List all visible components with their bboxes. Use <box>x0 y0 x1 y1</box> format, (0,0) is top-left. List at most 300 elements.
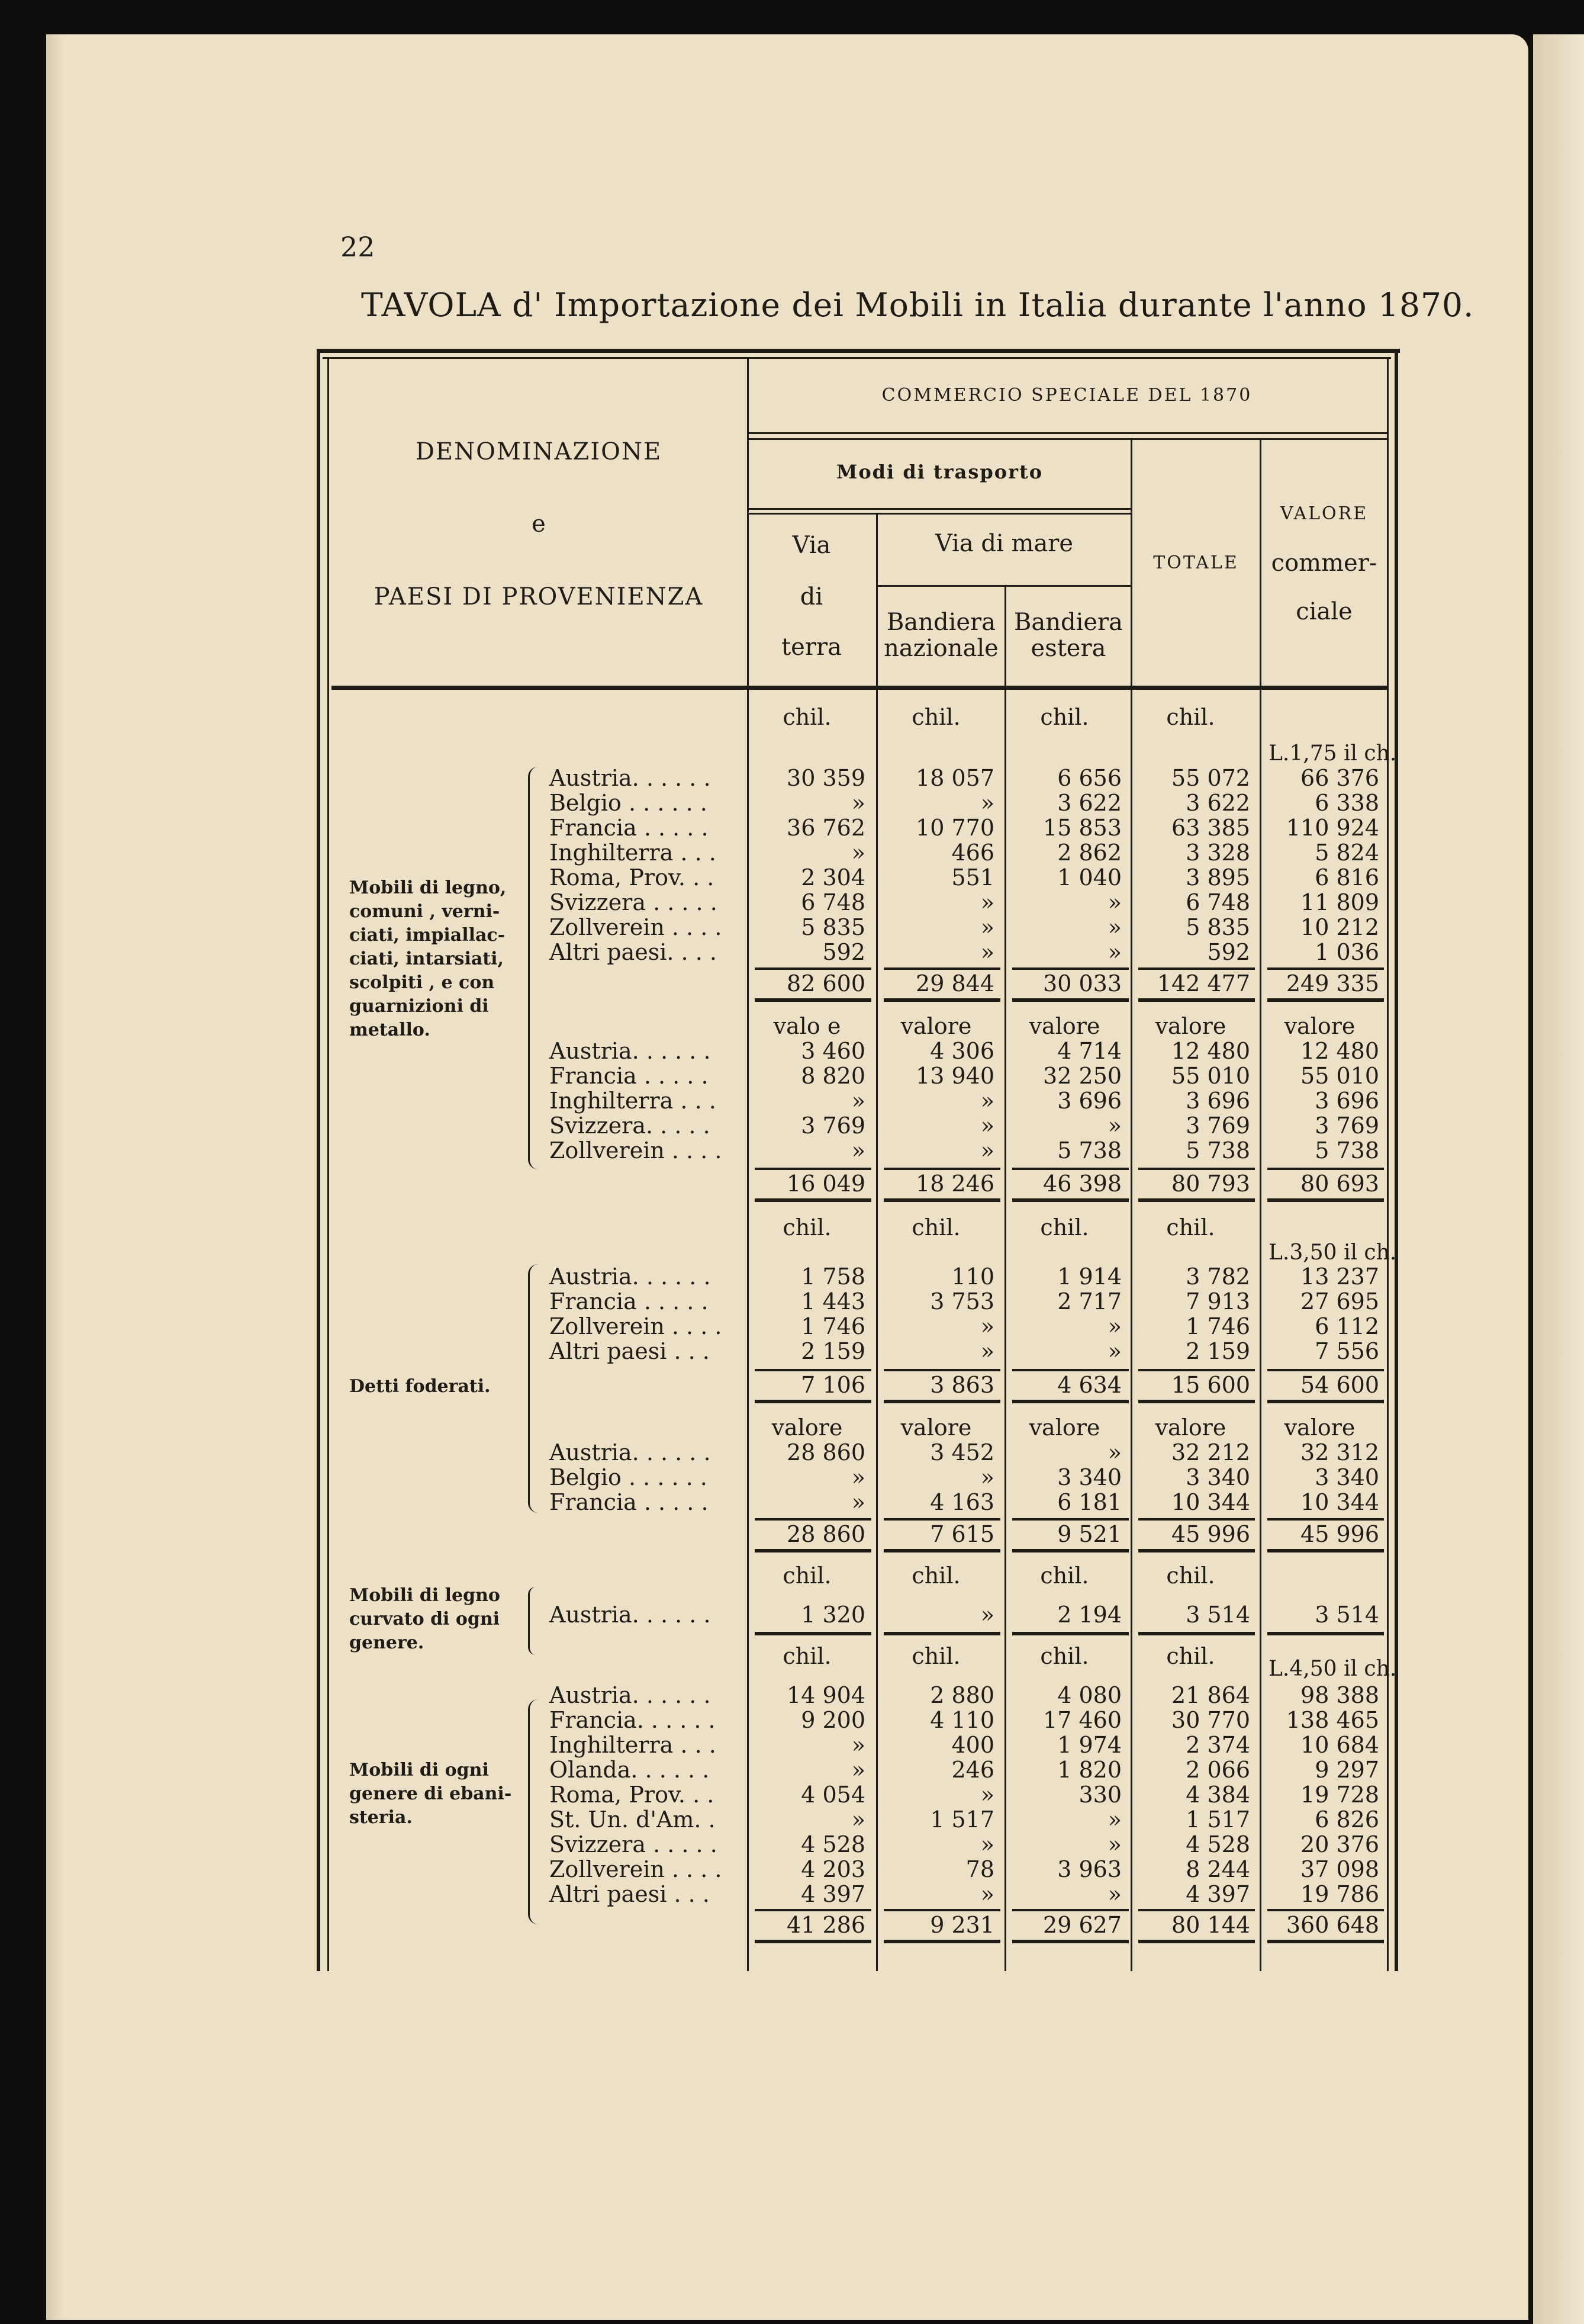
table-cell: » <box>980 1137 994 1163</box>
table-cell: » <box>980 1113 994 1139</box>
page-title: TAVOLA d' Importazione dei Mobili in Italia durante l'anno 1870. <box>361 286 1474 324</box>
rate-label: L.3,50 il ch. <box>1269 1240 1397 1265</box>
total-underline <box>1012 1198 1129 1202</box>
total-underline <box>1138 998 1255 1002</box>
brace-curvato <box>528 1587 536 1655</box>
brace-ebanisteria <box>528 1699 538 1924</box>
table-cell: 2 304 <box>801 864 865 891</box>
country-name: Inghilterra . . . <box>549 840 716 866</box>
header-nazionale: nazionale <box>884 635 999 662</box>
table-cell: 15 853 <box>1043 815 1122 841</box>
unit-label: chil. <box>912 704 961 730</box>
table-cell: 5 835 <box>801 914 865 940</box>
total-cell: 9 521 <box>1057 1521 1122 1547</box>
total-cell: 82 600 <box>787 970 865 997</box>
category-line: ciati, intarsiati, <box>349 949 504 969</box>
table-cell: 10 344 <box>1300 1489 1379 1515</box>
total-underline <box>1138 1940 1255 1943</box>
table-cell: 1 040 <box>1057 864 1122 891</box>
country-name: Austria. . . . . . <box>549 1264 711 1290</box>
country-name: Zollverein . . . . <box>549 914 722 940</box>
unit-label: valore <box>1155 1013 1226 1039</box>
table-cell: 36 762 <box>787 815 865 841</box>
total-cell: 41 286 <box>787 1912 865 1938</box>
total-rule <box>884 967 1000 970</box>
table-cell: » <box>980 1088 994 1114</box>
total-rule <box>1012 1168 1129 1170</box>
table-cell: 30 359 <box>787 765 865 791</box>
unit-label: valore <box>1284 1415 1356 1441</box>
total-rule <box>1267 967 1384 970</box>
rule-modi <box>747 508 1131 510</box>
table-cell: 3 514 <box>1186 1602 1250 1628</box>
total-underline <box>1012 1400 1129 1403</box>
book-edge <box>1533 34 1584 2324</box>
total-cell: 29 627 <box>1043 1912 1122 1938</box>
unit-label: valore <box>1029 1415 1100 1441</box>
header-bandiera-2: Bandiera <box>1013 609 1123 636</box>
country-name: Altri paesi. . . . <box>549 939 717 965</box>
table-cell: 27 695 <box>1300 1288 1379 1314</box>
table-cell: 5 824 <box>1315 840 1379 866</box>
table-cell: 3 769 <box>1315 1113 1379 1139</box>
table-top-border <box>317 349 1400 353</box>
table-cell: 32 250 <box>1043 1063 1122 1089</box>
unit-label: chil. <box>912 1214 961 1240</box>
table-cell: » <box>851 1757 865 1783</box>
table-cell: » <box>851 1807 865 1833</box>
table-cell: 55 010 <box>1300 1063 1379 1089</box>
table-cell: 3 696 <box>1186 1088 1250 1114</box>
total-cell: 142 477 <box>1157 970 1250 997</box>
table-cell: 7 556 <box>1315 1338 1379 1364</box>
table-cell: 20 376 <box>1300 1831 1379 1857</box>
country-name: Zollverein . . . . <box>549 1137 722 1163</box>
total-underline <box>884 1400 1000 1403</box>
table-cell: 2 159 <box>801 1338 865 1364</box>
table-cell: » <box>980 1782 994 1808</box>
table-cell: » <box>1107 1313 1122 1339</box>
unit-label: chil. <box>1166 1643 1215 1669</box>
page-shadow <box>46 34 64 2320</box>
total-cell: 45 996 <box>1300 1521 1379 1547</box>
country-name: Svizzera . . . . . <box>549 1831 717 1857</box>
table-cell: 3 622 <box>1057 790 1122 816</box>
table-cell: 6 816 <box>1315 864 1379 891</box>
total-underline <box>755 1940 871 1943</box>
table-cell: 1 517 <box>1186 1807 1250 1833</box>
table-cell: » <box>980 1881 994 1907</box>
country-name: Svizzera. . . . . <box>549 1113 710 1139</box>
header-ciale: ciale <box>1296 598 1353 625</box>
table-cell: 7 913 <box>1186 1288 1250 1314</box>
page-number: 22 <box>340 231 375 263</box>
category-line: genere di ebani- <box>349 1783 512 1804</box>
table-cell: 8 820 <box>801 1063 865 1089</box>
table-cell: » <box>980 1602 994 1628</box>
table-cell: 14 904 <box>787 1682 865 1708</box>
table-cell: 3 514 <box>1315 1602 1379 1628</box>
table-cell: » <box>980 1831 994 1857</box>
country-name: Austria. . . . . . <box>549 765 711 791</box>
rate-label: L.4,50 il ch. <box>1269 1657 1397 1681</box>
total-underline <box>755 1198 871 1202</box>
unit-label: chil. <box>912 1643 961 1669</box>
table-cell: 3 753 <box>930 1288 994 1314</box>
country-name: St. Un. d'Am. . <box>549 1807 716 1833</box>
table-cell: 3 769 <box>801 1113 865 1139</box>
total-cell: 15 600 <box>1171 1372 1250 1398</box>
category-line: curvato di ogni <box>349 1609 500 1629</box>
header-modi: Modi di trasporto <box>836 461 1044 483</box>
table-cell: 4 163 <box>930 1489 994 1515</box>
unit-label: chil. <box>783 1643 832 1669</box>
country-name: Austria. . . . . . <box>549 1038 711 1064</box>
country-name: Altri paesi . . . <box>549 1881 710 1907</box>
unit-label: chil. <box>783 1214 832 1240</box>
table-cell: » <box>980 1338 994 1364</box>
category-line: Mobili di legno, <box>349 877 507 898</box>
country-name: Zollverein . . . . <box>549 1313 722 1339</box>
total-rule <box>1138 967 1255 970</box>
total-rule <box>1012 1518 1129 1521</box>
table-cell: 1 758 <box>801 1264 865 1290</box>
table-cell: 1 914 <box>1057 1264 1122 1290</box>
table-cell: 66 376 <box>1300 765 1379 791</box>
total-cell: 16 049 <box>787 1171 865 1197</box>
rule-commercio <box>747 432 1387 434</box>
table-cell: 4 397 <box>1186 1881 1250 1907</box>
total-rule <box>1267 1369 1384 1371</box>
total-underline <box>1267 998 1384 1002</box>
country-name: Francia . . . . . <box>549 1489 709 1515</box>
total-rule <box>755 1909 871 1911</box>
table-cell: 3 340 <box>1057 1464 1122 1490</box>
total-underline <box>755 1549 871 1552</box>
table-cell: » <box>851 1137 865 1163</box>
table-cell: 4 203 <box>801 1856 865 1882</box>
table-cell: 5 738 <box>1186 1137 1250 1163</box>
total-underline <box>755 1632 871 1635</box>
unit-label: valo e <box>773 1013 841 1039</box>
unit-label: chil. <box>1040 704 1089 730</box>
total-underline <box>1267 1400 1384 1403</box>
unit-label: chil. <box>1040 1214 1089 1240</box>
table-cell: 110 924 <box>1286 815 1379 841</box>
table-cell: 3 622 <box>1186 790 1250 816</box>
country-name: Francia . . . . . <box>549 815 709 841</box>
total-rule <box>884 1518 1000 1521</box>
country-name: Francia. . . . . . <box>549 1707 716 1733</box>
table-cell: 28 860 <box>787 1439 865 1465</box>
table-cell: » <box>1107 1881 1122 1907</box>
table-cell: 592 <box>822 939 865 965</box>
table-cell: » <box>1107 889 1122 915</box>
country-name: Belgio . . . . . . <box>549 1464 707 1490</box>
table-cell: 330 <box>1078 1782 1122 1808</box>
total-cell: 45 996 <box>1171 1521 1250 1547</box>
category-line: genere. <box>349 1632 424 1653</box>
table-cell: 1 036 <box>1315 939 1379 965</box>
total-cell: 7 106 <box>801 1372 865 1398</box>
table-cell: 3 769 <box>1186 1113 1250 1139</box>
total-cell: 4 634 <box>1057 1372 1122 1398</box>
rule-commercio-2 <box>747 438 1387 440</box>
table-cell: 3 696 <box>1057 1088 1122 1114</box>
table-cell: » <box>851 1489 865 1515</box>
table-cell: 4 528 <box>1186 1831 1250 1857</box>
header-commercio: COMMERCIO SPECIALE DEL 1870 <box>881 385 1253 406</box>
table-cell: 4 528 <box>801 1831 865 1857</box>
header-bandiera-1: Bandiera <box>886 609 996 636</box>
total-cell: 18 246 <box>916 1171 994 1197</box>
total-cell: 7 615 <box>930 1521 994 1547</box>
total-rule <box>884 1168 1000 1170</box>
table-cell: 4 054 <box>801 1782 865 1808</box>
header-paesi: PAESI DI PROVENIENZA <box>374 583 704 610</box>
country-name: Austria. . . . . . <box>549 1602 711 1628</box>
table-cell: 3 460 <box>801 1038 865 1064</box>
table-cell: 11 809 <box>1300 889 1379 915</box>
total-cell: 249 335 <box>1286 970 1379 997</box>
table-cell: 12 480 <box>1171 1038 1250 1064</box>
total-rule <box>755 1518 871 1521</box>
table-cell: 19 786 <box>1300 1881 1379 1907</box>
table-cell: 5 835 <box>1186 914 1250 940</box>
unit-label: valore <box>900 1415 972 1441</box>
table-cell: » <box>980 790 994 816</box>
table-cell: 466 <box>951 840 994 866</box>
total-underline <box>1138 1198 1255 1202</box>
country-name: Austria. . . . . . <box>549 1439 711 1465</box>
category-line: Mobili di ogni <box>349 1760 489 1780</box>
table-cell: » <box>851 1732 865 1758</box>
table-cell: 13 237 <box>1300 1264 1379 1290</box>
country-name: Svizzera . . . . . <box>549 889 717 915</box>
table-cell: 3 963 <box>1057 1856 1122 1882</box>
unit-label: valore <box>1284 1013 1356 1039</box>
category-line: comuni , verni- <box>349 901 500 922</box>
table-cell: 4 714 <box>1057 1038 1122 1064</box>
category-line: metallo. <box>349 1020 430 1040</box>
rate-label: L.1,75 il ch. <box>1269 741 1397 766</box>
total-rule <box>755 967 871 970</box>
table-cell: 30 770 <box>1171 1707 1250 1733</box>
table-cell: 246 <box>951 1757 994 1783</box>
header-e: e <box>532 510 546 538</box>
header-via-mare: Via di mare <box>935 530 1074 557</box>
total-cell: 3 863 <box>930 1372 994 1398</box>
total-cell: 9 231 <box>930 1912 994 1938</box>
total-cell: 80 144 <box>1171 1912 1250 1938</box>
table-cell: 1 974 <box>1057 1732 1122 1758</box>
header-valore: VALORE <box>1280 503 1369 524</box>
total-cell: 29 844 <box>916 970 994 997</box>
table-cell: 78 <box>965 1856 994 1882</box>
rule-modi-2 <box>747 513 1131 515</box>
total-rule <box>1138 1369 1255 1371</box>
category-line: Detti foderati. <box>349 1376 491 1397</box>
category-ebanisteria <box>349 1759 511 1830</box>
total-underline <box>884 1940 1000 1943</box>
country-name: Inghilterra . . . <box>549 1732 716 1758</box>
table-left-inner-border <box>327 357 329 1971</box>
total-underline <box>755 998 871 1002</box>
unit-label: valore <box>771 1415 843 1441</box>
table-cell: 2 159 <box>1186 1338 1250 1364</box>
category-legno-curvato <box>349 1584 500 1655</box>
table-cell: » <box>980 1313 994 1339</box>
table-cell: 8 244 <box>1186 1856 1250 1882</box>
category-line: scolpiti , e con <box>349 972 495 993</box>
unit-label: chil. <box>783 704 832 730</box>
unit-label: chil. <box>1166 1563 1215 1589</box>
total-underline <box>1267 1940 1384 1943</box>
table-cell: 5 738 <box>1057 1137 1122 1163</box>
table-cell: 10 212 <box>1300 914 1379 940</box>
table-cell: » <box>851 840 865 866</box>
total-rule <box>755 1168 871 1170</box>
table-cell: 138 465 <box>1286 1707 1379 1733</box>
table-right-inner-border <box>1387 357 1389 1971</box>
header-di: di <box>800 583 823 610</box>
total-cell: 80 793 <box>1171 1171 1250 1197</box>
brace-legno <box>528 767 538 1169</box>
table-cell: 4 110 <box>930 1707 994 1733</box>
country-name: Austria. . . . . . <box>549 1682 711 1708</box>
total-cell: 30 033 <box>1043 970 1122 997</box>
table-cell: 2 194 <box>1057 1602 1122 1628</box>
total-underline <box>1012 998 1129 1002</box>
table-cell: 2 862 <box>1057 840 1122 866</box>
unit-label: valore <box>1155 1415 1226 1441</box>
total-underline <box>884 998 1000 1002</box>
unit-label: valore <box>1029 1013 1100 1039</box>
total-cell: 360 648 <box>1286 1912 1379 1938</box>
total-underline <box>1138 1400 1255 1403</box>
total-underline <box>1267 1632 1384 1635</box>
header-denominazione: DENOMINAZIONE <box>415 438 662 465</box>
table-cell: 21 864 <box>1171 1682 1250 1708</box>
table-cell: 6 748 <box>801 889 865 915</box>
country-name: Inghilterra . . . <box>549 1088 716 1114</box>
total-rule <box>1267 1168 1384 1170</box>
header-terra: terra <box>781 634 842 661</box>
header-via: Via <box>792 532 831 559</box>
table-cell: 6 112 <box>1315 1313 1379 1339</box>
total-rule <box>884 1369 1000 1371</box>
table-cell: » <box>851 790 865 816</box>
table-cell: 3 340 <box>1186 1464 1250 1490</box>
total-underline <box>1267 1549 1384 1552</box>
table-cell: 10 344 <box>1171 1489 1250 1515</box>
total-rule <box>1012 967 1129 970</box>
table-cell: 6 181 <box>1057 1489 1122 1515</box>
total-rule <box>1138 1909 1255 1911</box>
table-cell: 55 010 <box>1171 1063 1250 1089</box>
category-line: steria. <box>349 1807 413 1828</box>
table-cell: » <box>980 914 994 940</box>
table-cell: 592 <box>1207 939 1250 965</box>
table-cell: 5 738 <box>1315 1137 1379 1163</box>
total-rule <box>1012 1369 1129 1371</box>
total-cell: 54 600 <box>1300 1372 1379 1398</box>
unit-label: chil. <box>1040 1643 1089 1669</box>
table-cell: 4 384 <box>1186 1782 1250 1808</box>
table-cell: 2 066 <box>1186 1757 1250 1783</box>
table-cell: 6 826 <box>1315 1807 1379 1833</box>
total-rule <box>1138 1168 1255 1170</box>
table-cell: 2 880 <box>930 1682 994 1708</box>
category-mobili-legno <box>349 876 506 1042</box>
table-cell: 6 748 <box>1186 889 1250 915</box>
category-detti-foderati <box>349 1375 491 1399</box>
table-cell: 98 388 <box>1300 1682 1379 1708</box>
table-cell: 18 057 <box>916 765 994 791</box>
total-underline <box>884 1632 1000 1635</box>
table-cell: 1 820 <box>1057 1757 1122 1783</box>
category-line: guarnizioni di <box>349 996 489 1017</box>
table-cell: 12 480 <box>1300 1038 1379 1064</box>
total-rule <box>1267 1909 1384 1911</box>
table-cell: 1 746 <box>1186 1313 1250 1339</box>
table-cell: » <box>1107 1338 1122 1364</box>
total-underline <box>1012 1632 1129 1635</box>
brace-foderati <box>528 1264 538 1513</box>
total-cell: 46 398 <box>1043 1171 1122 1197</box>
rule-header-bottom <box>331 686 1387 690</box>
table-cell: 9 297 <box>1315 1757 1379 1783</box>
total-underline <box>1267 1198 1384 1202</box>
total-underline <box>1012 1549 1129 1552</box>
total-rule <box>1012 1909 1129 1911</box>
table-cell: 6 656 <box>1057 765 1122 791</box>
table-cell: 10 684 <box>1300 1732 1379 1758</box>
table-cell: 13 940 <box>916 1063 994 1089</box>
table-cell: 400 <box>951 1732 994 1758</box>
table-cell: 3 328 <box>1186 840 1250 866</box>
country-name: Roma, Prov. . . <box>549 1782 714 1808</box>
table-cell: 2 717 <box>1057 1288 1122 1314</box>
category-line: Mobili di legno <box>349 1585 500 1606</box>
table-cell: 3 696 <box>1315 1088 1379 1114</box>
table-cell: 3 340 <box>1315 1464 1379 1490</box>
total-cell: 80 693 <box>1300 1171 1379 1197</box>
unit-label: chil. <box>783 1563 832 1589</box>
header-estera: estera <box>1031 635 1106 662</box>
total-rule <box>884 1909 1000 1911</box>
table-cell: » <box>1107 939 1122 965</box>
table-cell: 4 397 <box>801 1881 865 1907</box>
total-underline <box>884 1198 1000 1202</box>
unit-label: chil. <box>912 1563 961 1589</box>
table-cell: » <box>980 889 994 915</box>
table-cell: 32 312 <box>1300 1439 1379 1465</box>
total-underline <box>884 1549 1000 1552</box>
table-left-border <box>317 349 320 1971</box>
table-cell: 17 460 <box>1043 1707 1122 1733</box>
unit-label: chil. <box>1166 704 1215 730</box>
table-cell: 3 895 <box>1186 864 1250 891</box>
table-cell: » <box>851 1464 865 1490</box>
table-cell: 37 098 <box>1300 1856 1379 1882</box>
header-commer: commer- <box>1271 549 1377 577</box>
total-rule <box>1267 1518 1384 1521</box>
country-name: Roma, Prov. . . <box>549 864 714 891</box>
table-cell: 10 770 <box>916 815 994 841</box>
country-name: Francia . . . . . <box>549 1063 709 1089</box>
table-cell: 32 212 <box>1171 1439 1250 1465</box>
